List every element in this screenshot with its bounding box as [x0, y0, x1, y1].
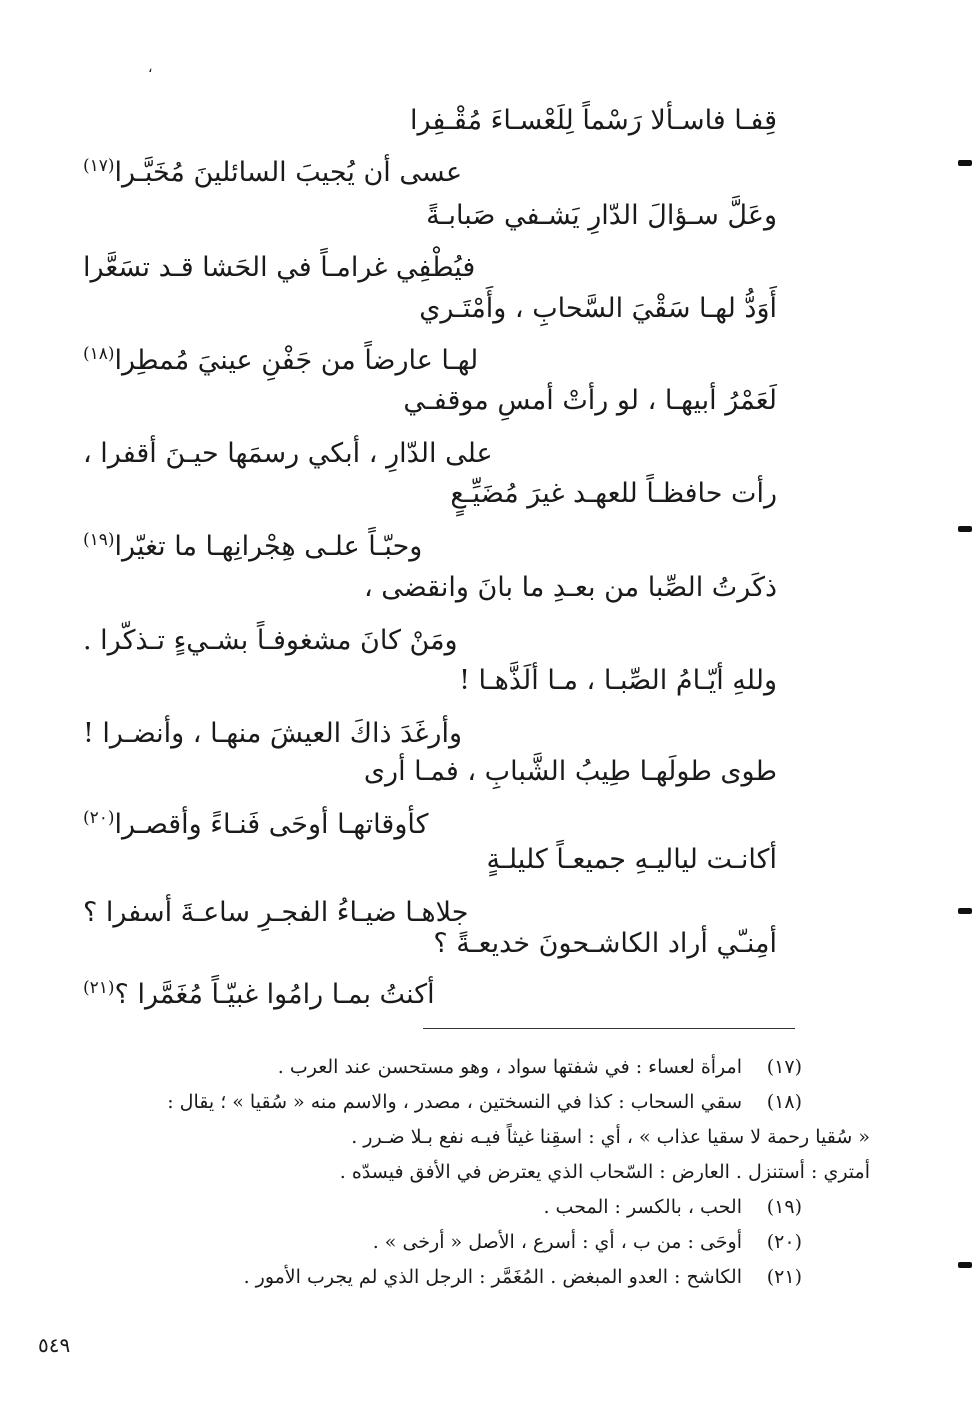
verse-8-second-line	[75, 798, 495, 845]
footnote-text: أمتري : أستنزل . العارض : السّحاب الذي يعترض في الأفق فيسدّه .	[339, 1161, 870, 1183]
verse-3-note: (١٨)	[83, 344, 115, 364]
footnote-text: سقي السحاب : كذا في النسختين ، مصدر ، والاسم منه « سُقيا » ؛ يقال :	[167, 1091, 742, 1113]
footnote-number: (٢١)	[766, 1266, 802, 1288]
footnote-text: امرأة لعساء : في شفتها سواد ، وهو مستحسن عند العرب .	[277, 1056, 742, 1078]
verse-2-second: فيُطْفِي غرامـاً في الحَشا قـد تسَعَّرا	[83, 252, 476, 283]
verse-5-second: وحبّـاً علـى هِجْرانِهـا ما تغيّرا	[114, 531, 423, 562]
verse-7-second-line	[75, 707, 495, 754]
verse-10-first: أمِنـّي أراد الكاشـحونَ خديعـةً ؟	[433, 928, 777, 959]
verse-6-second-line	[75, 614, 495, 661]
footnote-21	[72, 1260, 802, 1295]
verse-4-second-line	[75, 427, 495, 474]
verse-8-note: (٢٠)	[83, 808, 115, 828]
verse-1-second-line	[75, 146, 495, 193]
verse-10-second: أكنتُ بمـا رامُوا غبيّـاً مُغَمَّرا ؟	[114, 979, 435, 1010]
verse-1-first: قِفـا فاسـألا رَسْماً لِلَعْسـاءَ مُقْـفِرا	[409, 105, 777, 136]
footnote-17	[72, 1050, 802, 1085]
verse-10-note: (٢١)	[83, 978, 115, 998]
footnote-number: (١٨)	[766, 1091, 802, 1113]
verse-8-first: طوى طولَهـا طِيبُ الشَّبابِ ، فمـا أرى	[363, 756, 777, 787]
scan-edge-mark	[958, 908, 972, 914]
verse-2-first: وعَلَّ سـؤالَ الدّارِ يَشـفي صَبابـةً	[426, 200, 777, 231]
verse-1-second: عسى أن يُجيبَ السائلينَ مُخَبَّـرا	[114, 157, 463, 188]
top-mark: ،	[148, 60, 153, 76]
footnote-text: الحب ، بالكسر : المحب .	[543, 1196, 742, 1218]
verse-4-first: لَعَمْرُ أبيهـا ، لو رأتْ أمسِ موقفـي	[403, 385, 777, 416]
footnote-20	[72, 1225, 802, 1260]
verse-7-second: وأرغَدَ ذاكَ العيشَ منهـا ، وأنضـرا !	[83, 718, 463, 749]
scan-edge-mark	[958, 526, 972, 532]
verse-7-first: وللهِ أيّـامُ الصِّبـا ، مـا ألَذَّهـا !	[459, 665, 777, 696]
verse-9-second-line	[75, 886, 495, 933]
footnote-18	[72, 1085, 802, 1120]
verse-9-second: جلاهـا ضيـاءُ الفجـرِ ساعـةَ أسفرا ؟	[83, 897, 469, 928]
footnote-divider	[423, 1028, 795, 1029]
footnote-text: أوحَى : من ب ، أي : أسرع ، الأصل « أرخى » .	[372, 1231, 742, 1253]
page-number: ٥٤٩	[38, 1333, 71, 1357]
verse-2-second-line	[75, 241, 495, 288]
footnote-18-cont-1	[72, 1120, 870, 1155]
verse-5-first: رأت حافظـاً للعهـد غيرَ مُضَيِّـعٍ	[450, 478, 777, 509]
verse-8-second: كأوقاتهـا أوحَى فَنـاءً وأقصـرا	[114, 809, 429, 840]
verse-3-first: أَوَدُّ لهـا سَقْيَ السَّحابِ ، وأَمْتَـري	[419, 293, 777, 324]
verse-6-first: ذكَرتُ الصِّبا من بعـدِ ما بانَ وانقضى ،	[363, 572, 777, 603]
verse-1-note: (١٧)	[83, 156, 115, 176]
scan-edge-mark	[958, 1262, 972, 1268]
verse-5-second-line	[75, 520, 495, 567]
verse-4-second: على الدّارِ ، أبكي رسمَها حيـنَ أقفرا ،	[83, 438, 493, 469]
footnote-number: (١٩)	[766, 1196, 802, 1218]
verse-5-note: (١٩)	[83, 530, 115, 550]
footnote-18-cont-2	[72, 1155, 870, 1190]
footnote-text: « سُقيا رحمة لا سقيا عذاب » ، أي : اسقِنا غيثاً فيـه نفع بـلا ضـرر .	[351, 1126, 870, 1148]
verse-3-second: لهـا عارضاً من جَفْنِ عينيَ مُمطِرا	[114, 345, 479, 376]
verse-6-second: ومَنْ كانَ مشغوفـاً بشـيءٍ تـذكّرا .	[83, 625, 458, 656]
footnote-19	[72, 1190, 802, 1225]
scan-edge-mark	[958, 160, 972, 166]
verse-3-second-line	[75, 334, 495, 381]
footnote-number: (١٧)	[766, 1056, 802, 1078]
footnotes	[72, 1050, 870, 1295]
verse-9-first: أكانـت لياليـهِ جميعـاً كليلـةٍ	[486, 844, 777, 875]
footnote-number: (٢٠)	[766, 1231, 802, 1253]
footnote-text: الكاشح : العدو المبغض . المُغَمَّر : الرجل الذي لم يجرب الأمور .	[243, 1266, 742, 1288]
verse-10-second-line	[75, 968, 495, 1015]
